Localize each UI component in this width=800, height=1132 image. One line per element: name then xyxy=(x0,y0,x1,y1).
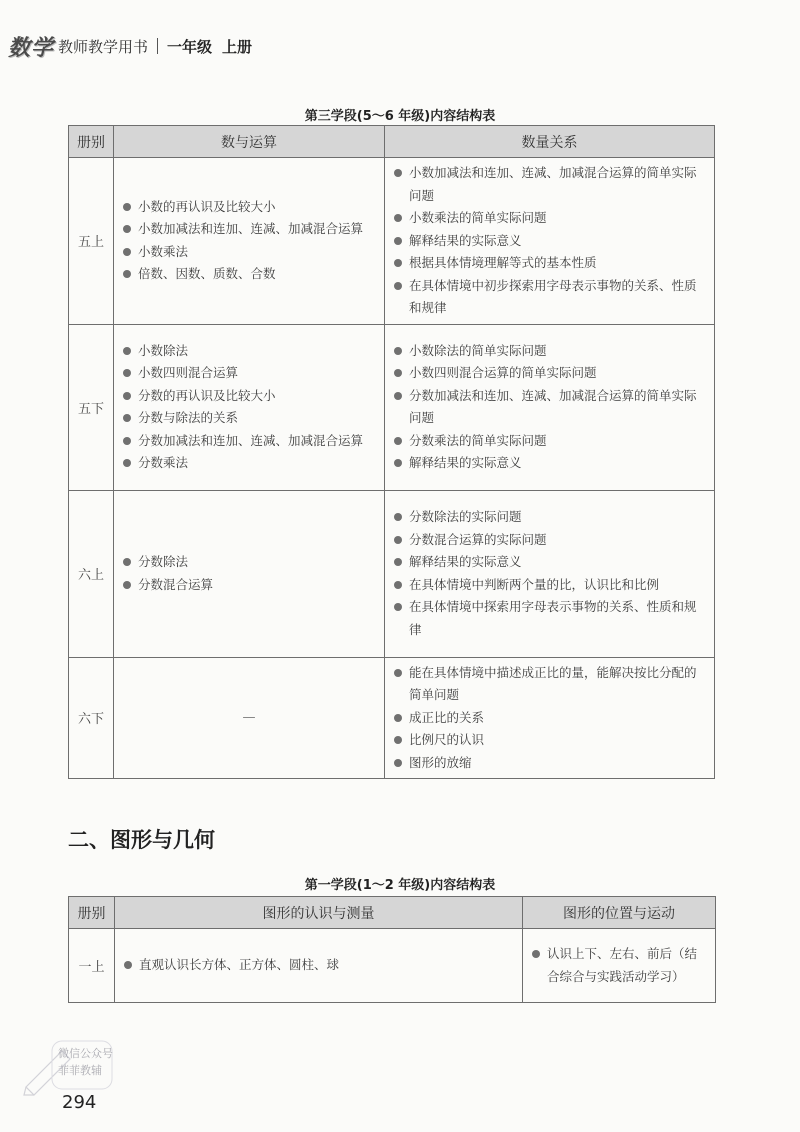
number-operation-cell xyxy=(114,324,385,490)
table2-header-row xyxy=(69,897,716,929)
list-item: 解释结果的实际意义 xyxy=(393,230,706,253)
list-item: 倍数、因数、质数、合数 xyxy=(122,263,376,286)
volume-cell: 六下 xyxy=(69,657,114,779)
number-operation-cell xyxy=(114,158,385,325)
list-item: 小数除法的简单实际问题 xyxy=(393,340,706,363)
position-motion-cell xyxy=(523,929,716,1003)
list-item: 能在具体情境中描述成正比的量，能解决按比分配的简单问题 xyxy=(393,662,706,707)
number-operation-cell xyxy=(114,490,385,657)
list-item: 解释结果的实际意义 xyxy=(393,551,706,574)
book-name: 教师教学用书 xyxy=(58,37,149,56)
list-item: 小数加减法和连加、连减、加减混合运算 xyxy=(122,218,376,241)
volume-cell: 五下 xyxy=(69,324,114,490)
table1-header-number-operation: 数与运算 xyxy=(114,126,385,158)
list-item: 认识上下、左右、前后（结合综合与实践活动学习） xyxy=(531,943,707,988)
table1-title: 第三学段(5～6 年级)内容结构表 xyxy=(304,109,496,124)
empty-dash-cell: — xyxy=(114,657,385,779)
list-item: 直观认识长方体、正方体、圆柱、球 xyxy=(123,954,514,977)
list-item: 分数加减法和连加、连减、加减混合运算的简单实际问题 xyxy=(393,385,706,430)
list-item: 在具体情境中判断两个量的比，认识比和比例 xyxy=(393,574,706,597)
list-item: 在具体情境中初步探索用字母表示事物的关系、性质和规律 xyxy=(393,275,706,320)
volume-cell: 五上 xyxy=(69,158,114,325)
list-item: 小数乘法 xyxy=(122,241,376,264)
running-header xyxy=(8,26,252,66)
list-item: 分数混合运算 xyxy=(122,574,376,597)
volume-label: 上册 xyxy=(222,37,253,56)
list-item: 分数加减法和连加、连减、加减混合运算 xyxy=(122,430,376,453)
table1 xyxy=(68,125,715,779)
list-item: 分数的再认识及比较大小 xyxy=(122,385,376,408)
list-item: 分数除法 xyxy=(122,551,376,574)
table2-title: 第一学段(1～2 年级)内容结构表 xyxy=(304,878,496,893)
list-item: 小数四则混合运算 xyxy=(122,362,376,385)
list-item: 分数乘法的简单实际问题 xyxy=(393,430,706,453)
list-item: 小数的再认识及比较大小 xyxy=(122,196,376,219)
quantity-relation-cell xyxy=(385,657,715,779)
list-item: 图形的放缩 xyxy=(393,752,706,775)
list-item: 解释结果的实际意义 xyxy=(393,452,706,475)
list-item: 分数混合运算的实际问题 xyxy=(393,529,706,552)
table1-header-row xyxy=(69,126,715,158)
list-item: 分数除法的实际问题 xyxy=(393,506,706,529)
list-item: 成正比的关系 xyxy=(393,707,706,730)
table1-header-volume: 册别 xyxy=(69,126,114,158)
watermark-line1: 微信公众号 xyxy=(58,1047,113,1060)
table1-header-quantity-relation: 数量关系 xyxy=(385,126,715,158)
volume-cell: 一上 xyxy=(69,929,115,1003)
quantity-relation-cell xyxy=(385,324,715,490)
shape-measure-cell xyxy=(115,929,523,1003)
list-item: 分数乘法 xyxy=(122,452,376,475)
quantity-relation-cell xyxy=(385,158,715,325)
list-item: 分数与除法的关系 xyxy=(122,407,376,430)
list-item: 小数四则混合运算的简单实际问题 xyxy=(393,362,706,385)
table-row xyxy=(69,324,715,490)
list-item: 小数乘法的简单实际问题 xyxy=(393,207,706,230)
table-row xyxy=(69,158,715,325)
page-number: 294 xyxy=(62,1092,97,1113)
table-row xyxy=(69,657,715,779)
subject-logo: 数学 xyxy=(8,34,55,61)
list-item: 比例尺的认识 xyxy=(393,729,706,752)
table2-header-shape-measure: 图形的认识与测量 xyxy=(115,897,523,929)
quantity-relation-cell xyxy=(385,490,715,657)
section-title: 二、图形与几何 xyxy=(68,828,215,852)
watermark-line2: 菲菲教辅 xyxy=(58,1064,102,1077)
volume-cell: 六上 xyxy=(69,490,114,657)
table2 xyxy=(68,896,716,1003)
table2-header-position-motion: 图形的位置与运动 xyxy=(523,897,716,929)
list-item: 在具体情境中探索用字母表示事物的关系、性质和规律 xyxy=(393,596,706,641)
header-divider xyxy=(157,38,158,54)
list-item: 根据具体情境理解等式的基本性质 xyxy=(393,252,706,275)
grade-label: 一年级 xyxy=(167,37,213,56)
table-row xyxy=(69,490,715,657)
list-item: 小数加减法和连加、连减、加减混合运算的简单实际问题 xyxy=(393,162,706,207)
table-row xyxy=(69,929,716,1003)
table2-header-volume: 册别 xyxy=(69,897,115,929)
list-item: 小数除法 xyxy=(122,340,376,363)
